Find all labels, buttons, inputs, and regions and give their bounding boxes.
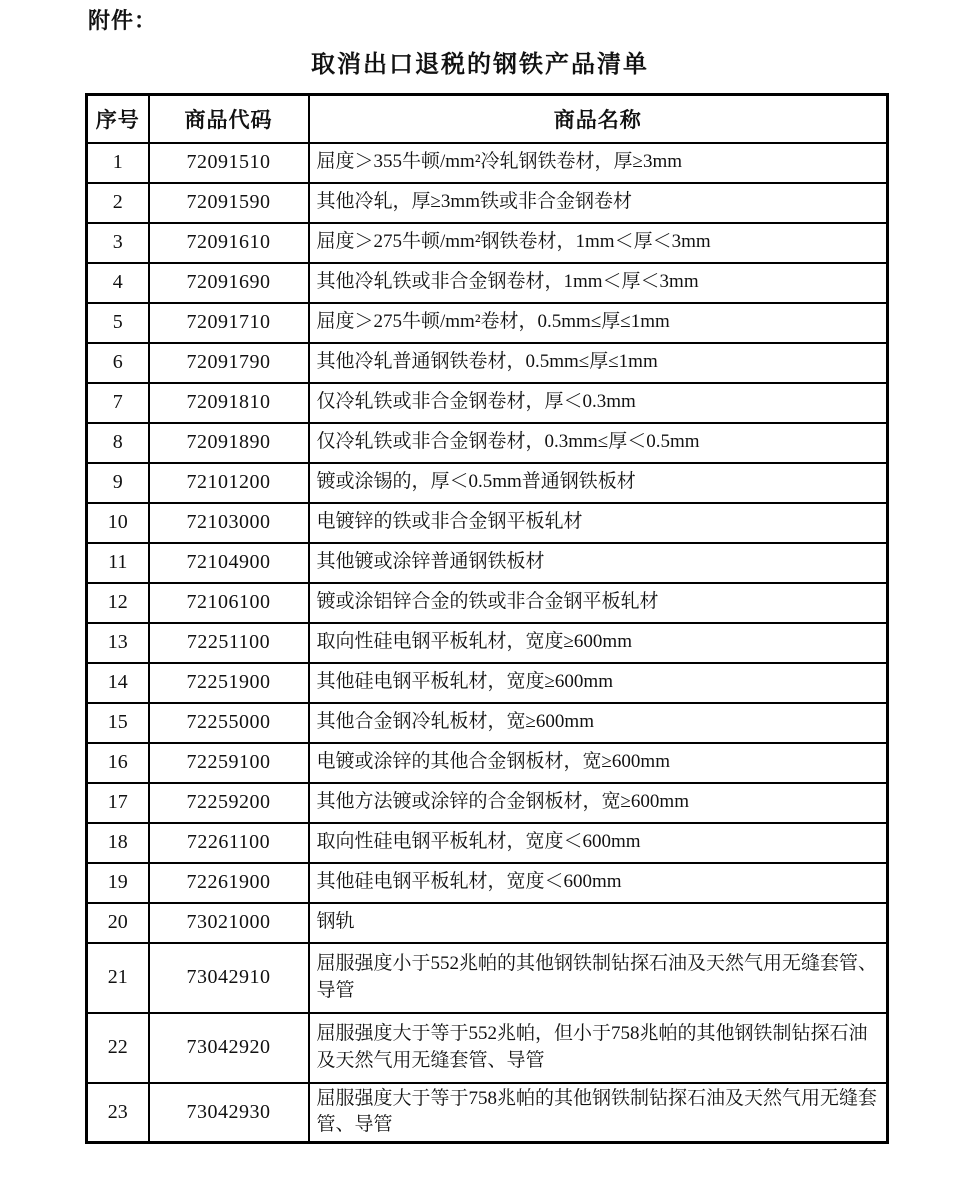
cell-product-code: 72091890 — [149, 423, 309, 463]
header-row — [87, 95, 888, 143]
table-row — [87, 503, 888, 543]
cell-product-name: 电镀或涂锌的其他合金钢板材，宽≥600mm — [309, 743, 888, 783]
products-table-body — [87, 143, 888, 1143]
cell-serial-number: 1 — [87, 143, 149, 183]
page-title: 取消出口退税的钢铁产品清单 — [311, 51, 649, 78]
cell-serial-number: 2 — [87, 183, 149, 223]
cell-product-code: 72091510 — [149, 143, 309, 183]
table-row — [87, 223, 888, 263]
table-row — [87, 903, 888, 943]
table-row — [87, 143, 888, 183]
table-row — [87, 943, 888, 1013]
cell-serial-number: 3 — [87, 223, 149, 263]
cell-product-name: 取向性硅电钢平板轧材，宽度＜600mm — [309, 823, 888, 863]
table-row — [87, 1013, 888, 1083]
cell-product-name: 屈服强度大于等于552兆帕，但小于758兆帕的其他钢铁制钻探石油及天然气用无缝套管、导管 — [309, 1013, 888, 1083]
table-row — [87, 543, 888, 583]
cell-product-code: 72103000 — [149, 503, 309, 543]
cell-serial-number: 12 — [87, 583, 149, 623]
cell-product-code: 73042930 — [149, 1083, 309, 1143]
table-row — [87, 343, 888, 383]
cell-product-code: 72251900 — [149, 663, 309, 703]
table-row — [87, 783, 888, 823]
cell-product-code: 72101200 — [149, 463, 309, 503]
cell-product-code: 73042920 — [149, 1013, 309, 1083]
cell-product-code: 72259200 — [149, 783, 309, 823]
cell-product-name: 钢轨 — [309, 903, 888, 943]
cell-product-name: 屈度＞275牛顿/mm²卷材，0.5mm≤厚≤1mm — [309, 303, 888, 343]
cell-serial-number: 18 — [87, 823, 149, 863]
cell-product-name: 取向性硅电钢平板轧材，宽度≥600mm — [309, 623, 888, 663]
table-row — [87, 263, 888, 303]
cell-product-code: 72091610 — [149, 223, 309, 263]
table-row — [87, 423, 888, 463]
header-product-code: 商品代码 — [149, 95, 309, 143]
cell-serial-number: 17 — [87, 783, 149, 823]
cell-product-name: 屈服强度大于等于758兆帕的其他钢铁制钻探石油及天然气用无缝套管、导管 — [309, 1083, 888, 1143]
cell-product-name: 其他合金钢冷轧板材，宽≥600mm — [309, 703, 888, 743]
table-row — [87, 703, 888, 743]
cell-product-name: 镀或涂锡的，厚＜0.5mm普通钢铁板材 — [309, 463, 888, 503]
header-serial-number: 序号 — [87, 95, 149, 143]
table-row — [87, 663, 888, 703]
cell-product-code: 72091590 — [149, 183, 309, 223]
cell-product-name: 其他镀或涂锌普通钢铁板材 — [309, 543, 888, 583]
table-row — [87, 383, 888, 423]
table-row — [87, 823, 888, 863]
cell-serial-number: 23 — [87, 1083, 149, 1143]
cell-serial-number: 21 — [87, 943, 149, 1013]
table-row — [87, 863, 888, 903]
cell-serial-number: 8 — [87, 423, 149, 463]
cell-product-name: 其他硅电钢平板轧材，宽度≥600mm — [309, 663, 888, 703]
cell-serial-number: 22 — [87, 1013, 149, 1083]
products-table-header — [87, 95, 888, 143]
cell-product-code: 73021000 — [149, 903, 309, 943]
cell-product-code: 72104900 — [149, 543, 309, 583]
cell-product-name: 镀或涂铝锌合金的铁或非合金钢平板轧材 — [309, 583, 888, 623]
cell-product-code: 72261100 — [149, 823, 309, 863]
cell-serial-number: 19 — [87, 863, 149, 903]
cell-product-code: 72261900 — [149, 863, 309, 903]
cell-product-code: 72091790 — [149, 343, 309, 383]
cell-product-code: 72259100 — [149, 743, 309, 783]
cell-serial-number: 5 — [87, 303, 149, 343]
cell-product-name: 其他冷轧普通钢铁卷材，0.5mm≤厚≤1mm — [309, 343, 888, 383]
cell-product-name: 其他冷轧铁或非合金钢卷材，1mm＜厚＜3mm — [309, 263, 888, 303]
cell-product-name: 屈度＞355牛顿/mm²冷轧钢铁卷材，厚≥3mm — [309, 143, 888, 183]
cell-product-name: 仅冷轧铁或非合金钢卷材，厚＜0.3mm — [309, 383, 888, 423]
cell-product-code: 72091810 — [149, 383, 309, 423]
cell-product-name: 仅冷轧铁或非合金钢卷材，0.3mm≤厚＜0.5mm — [309, 423, 888, 463]
cell-serial-number: 6 — [87, 343, 149, 383]
cell-serial-number: 13 — [87, 623, 149, 663]
cell-serial-number: 15 — [87, 703, 149, 743]
cell-serial-number: 9 — [87, 463, 149, 503]
cell-product-code: 72251100 — [149, 623, 309, 663]
cell-product-code: 72091710 — [149, 303, 309, 343]
cell-serial-number: 16 — [87, 743, 149, 783]
cell-serial-number: 20 — [87, 903, 149, 943]
cell-product-name: 屈服强度小于552兆帕的其他钢铁制钻探石油及天然气用无缝套管、导管 — [309, 943, 888, 1013]
table-row — [87, 183, 888, 223]
cell-product-name: 其他冷轧，厚≥3mm铁或非合金钢卷材 — [309, 183, 888, 223]
table-row — [87, 583, 888, 623]
cell-product-code: 72106100 — [149, 583, 309, 623]
cell-product-code: 73042910 — [149, 943, 309, 1013]
products-table — [85, 93, 889, 1144]
cell-product-code: 72091690 — [149, 263, 309, 303]
table-row — [87, 743, 888, 783]
table-row — [87, 303, 888, 343]
cell-product-name: 屈度＞275牛顿/mm²钢铁卷材，1mm＜厚＜3mm — [309, 223, 888, 263]
cell-serial-number: 7 — [87, 383, 149, 423]
cell-product-name: 电镀锌的铁或非合金钢平板轧材 — [309, 503, 888, 543]
attachment-label: 附件： — [88, 8, 158, 33]
table-row — [87, 463, 888, 503]
cell-serial-number: 10 — [87, 503, 149, 543]
cell-product-name: 其他方法镀或涂锌的合金钢板材，宽≥600mm — [309, 783, 888, 823]
table-row — [87, 623, 888, 663]
header-product-name: 商品名称 — [309, 95, 888, 143]
cell-serial-number: 14 — [87, 663, 149, 703]
cell-serial-number: 4 — [87, 263, 149, 303]
cell-product-code: 72255000 — [149, 703, 309, 743]
cell-product-name: 其他硅电钢平板轧材，宽度＜600mm — [309, 863, 888, 903]
cell-serial-number: 11 — [87, 543, 149, 583]
table-row — [87, 1083, 888, 1143]
